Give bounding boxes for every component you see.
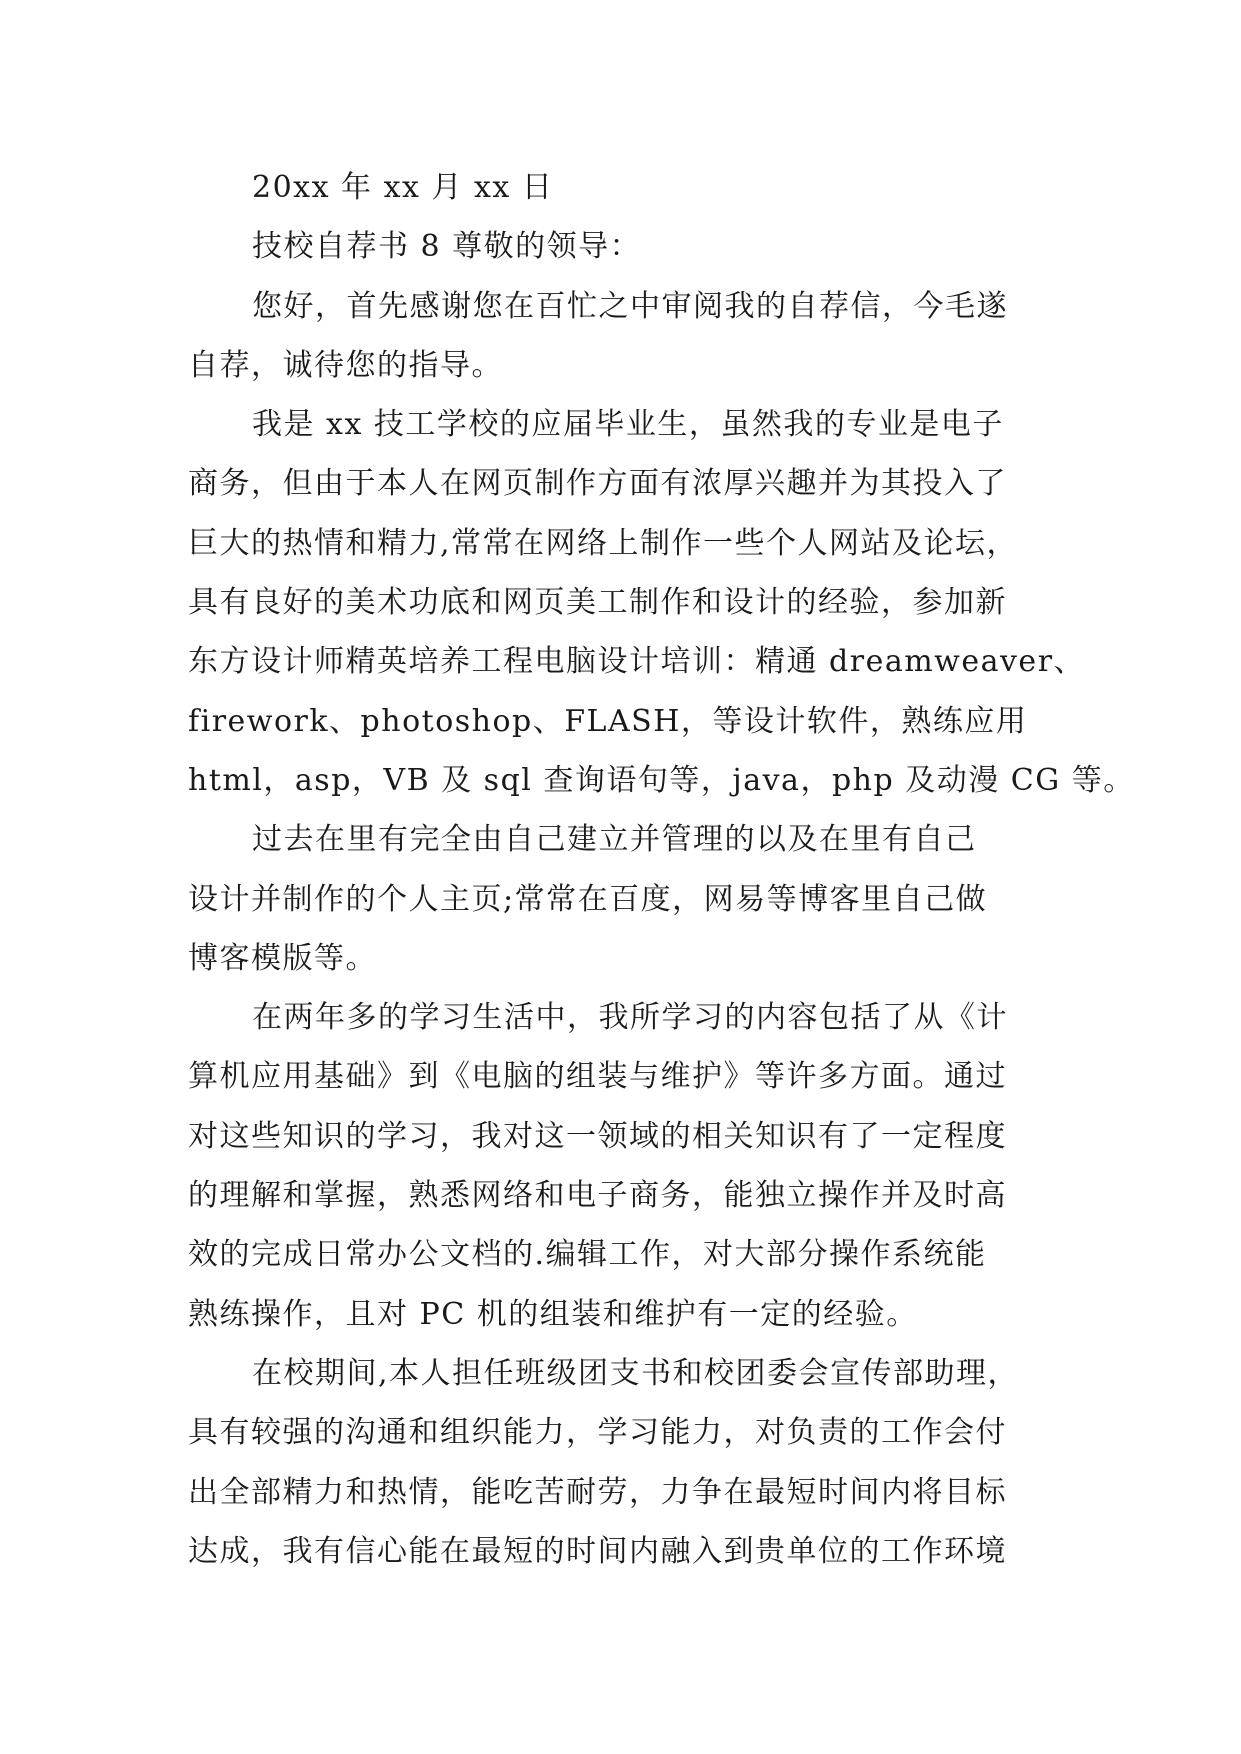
document-body: [188, 158, 1135, 1581]
paragraph-line: 博客模版等。: [188, 940, 377, 976]
paragraph-line: 设计并制作的个人主页;常常在百度，网易等博客里自己做: [188, 881, 988, 917]
paragraph-line: 熟练操作，且对 PC 机的组装和维护有一定的经验。: [188, 1296, 918, 1332]
paragraph-line: 商务，但由于本人在网页制作方面有浓厚兴趣并为其投入了: [188, 466, 1007, 502]
paragraph-line: 达成，我有信心能在最短的时间内融入到贵单位的工作环境: [188, 1533, 1007, 1569]
paragraph-line: 的理解和掌握，熟悉网络和电子商务，能独立操作并及时高: [188, 1178, 1007, 1214]
paragraph-line: 具有较强的沟通和组织能力，学习能力，对负责的工作会付: [188, 1415, 1007, 1451]
paragraph-line: 算机应用基础》到《电脑的组装与维护》等许多方面。通过: [188, 1059, 1007, 1095]
date-line: 20xx 年 xx 月 xx 日: [252, 170, 554, 205]
paragraph-line: html，asp，VB 及 sql 查询语句等，java，php 及动漫 CG 等。: [188, 762, 1135, 798]
paragraph-line: 过去在里有完全由自己建立并管理的以及在里有自己: [252, 822, 977, 858]
paragraph-line: 在校期间,本人担任班级团支书和校团委会宣传部助理，: [252, 1355, 1020, 1391]
paragraph-line: firework、photoshop、FLASH，等设计软件，熟练应用: [188, 703, 1028, 739]
paragraph-line: 您好，首先感谢您在百忙之中审阅我的自荐信，今毛遂: [252, 288, 1008, 324]
paragraph-line: 自荐，诚待您的指导。: [188, 347, 503, 383]
paragraph-line: 对这些知识的学习，我对这一领域的相关知识有了一定程度: [188, 1118, 1007, 1154]
paragraph-line: 具有良好的美术功底和网页美工制作和设计的经验，参加新: [188, 585, 1007, 621]
paragraph-line: 在两年多的学习生活中，我所学习的内容包括了从《计: [252, 1000, 1008, 1036]
paragraph-line: 我是 xx 技工学校的应届毕业生，虽然我的专业是电子: [252, 407, 1004, 443]
paragraph-line: 效的完成日常办公文档的.编辑工作，对大部分操作系统能: [188, 1237, 987, 1273]
paragraph-line: 巨大的热情和精力,常常在网络上制作一些个人网站及论坛，: [188, 525, 1019, 561]
heading-line: 技校自荐书 8 尊敬的领导：: [252, 229, 642, 265]
paragraph-line: 出全部精力和热情，能吃苦耐劳，力争在最短时间内将目标: [188, 1474, 1007, 1510]
paragraph-line: 东方设计师精英培养工程电脑设计培训：精通 dreamweaver、: [188, 644, 1086, 680]
